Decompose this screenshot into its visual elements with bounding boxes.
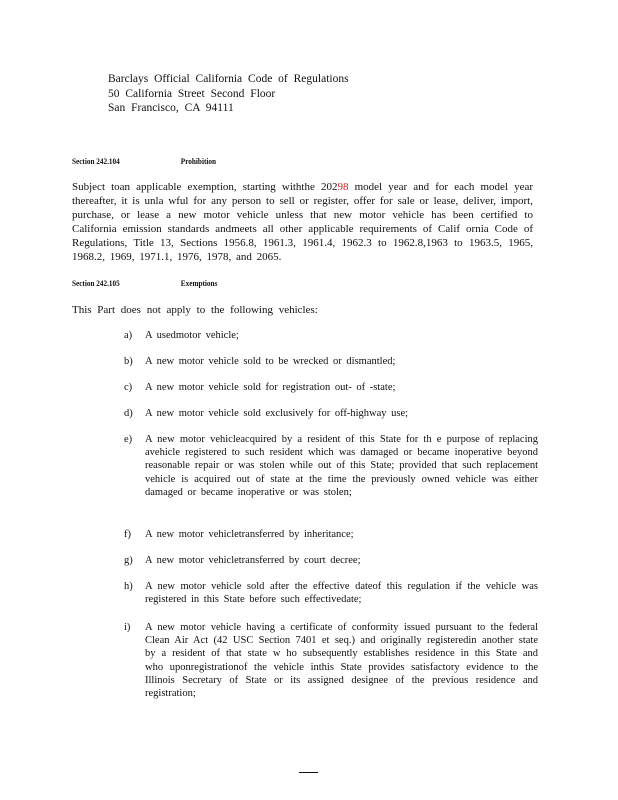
item-label: b) <box>124 356 133 367</box>
section-title: Exemptions <box>180 278 218 288</box>
section-title: Prohibition <box>180 156 217 166</box>
exemption-item-i <box>124 621 538 700</box>
item-text: A new motor vehicle sold to be wrecked or dismantled; <box>145 356 396 367</box>
section-242-104-body <box>72 181 533 264</box>
revised-year-digits: 98 <box>337 181 349 193</box>
exemption-item-h <box>124 580 538 606</box>
section-heading-242-104 <box>72 156 216 166</box>
item-text: A new motor vehicle sold exclusively for off-highway use; <box>145 408 409 419</box>
item-text: A new motor vehicletransferred by court decree; <box>145 555 361 566</box>
exemption-item-e <box>124 433 538 499</box>
item-label: i) <box>124 622 131 633</box>
item-label: g) <box>124 555 133 566</box>
section-heading-242-105 <box>72 278 217 288</box>
item-label: h) <box>124 581 133 592</box>
item-text: A usedmotor vehicle; <box>145 330 239 341</box>
body-text-end: model year and for each model year thereafter, it is unla wful for any person to sell or register, offer for sale or lease, deliver, import, purchase, or lease a new motor vehicle unless that new motor vehicle has been certified to California emission standards andmeets all other applicable requirements of Calif ornia Code of Regulations, Title 13, Sections 1956.8, 1961.3, 1961.4, 1962.3 to 1962.8,1963 to 1963.5, 1965, 1968.2, 1969, 1971.1, 1976, 1978, and 2065. <box>72 181 533 263</box>
item-text: A new motor vehicle sold after the effective dateof this regulation if the vehicle was registered in this State before such effectivedate; <box>145 581 538 606</box>
exemption-item-g <box>124 554 538 567</box>
section-number: Section 242.105 <box>72 278 120 288</box>
exemption-item-b <box>124 355 538 368</box>
address-line-1: Barclays Official California Code of Regulations <box>108 73 349 85</box>
address-block <box>108 72 349 116</box>
item-label: a) <box>124 330 133 341</box>
address-line-3: San Francisco, CA 94111 <box>108 102 234 114</box>
item-label: c) <box>124 382 133 393</box>
item-label: f) <box>124 529 131 540</box>
section-number: Section 242.104 <box>72 156 120 166</box>
exemption-item-c <box>124 381 538 394</box>
item-text: A new motor vehicleacquired by a resident of this State for th e purpose of replacing avehicle registered to such resident which was damaged or became inoperative beyond reasonable repair or was stolen while out of this State; provided that such replacement vehicle is acquired out of state at the time the previously owned vehicle was either damaged or became inoperative or was stolen; <box>145 434 538 498</box>
exemption-item-f <box>124 528 538 541</box>
exemption-item-d <box>124 407 538 420</box>
address-line-2: 50 California Street Second Floor <box>108 87 276 100</box>
item-text: A new motor vehicle having a certificate of conformity issued pursuant to the federal Clean Air Act (42 USC Section 7401 et seq.) and originally registeredin another state by a resident of that state w ho subsequently establishes residence in this State and who uponregistrationof the vehicle inthis State provides satisfactory evidence to the Illinois Secretary of State or its assigned designee of the previous residence and registration; <box>145 622 538 700</box>
item-label: d) <box>124 408 133 419</box>
exemption-item-a <box>124 329 538 342</box>
exemptions-intro: This Part does not apply to the following vehicles: <box>72 304 318 316</box>
page-footer-rule <box>299 772 318 773</box>
item-label: e) <box>124 434 133 445</box>
body-text-start: Subject toan applicable exemption, starting withthe 202 <box>72 181 338 193</box>
item-text: A new motor vehicletransferred by inheritance; <box>145 529 354 540</box>
item-text: A new motor vehicle sold for registration out- of -state; <box>145 382 396 393</box>
